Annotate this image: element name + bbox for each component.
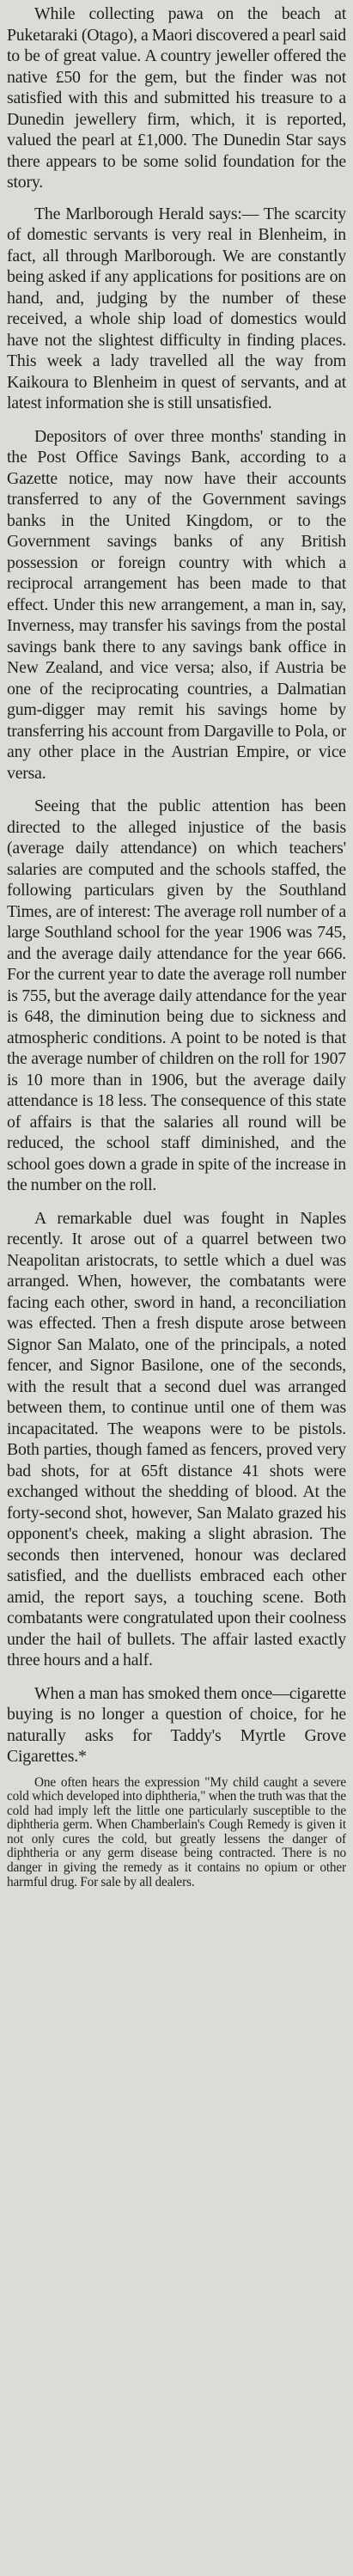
article-savings-bank-transfers: Depositors of over three months' standing in the Post Office Savings Bank, according to a Gazette notice, may now have their accounts transferred to any of the Government savings banks in the United Kingdom, or to the Government savings banks of any British possession or foreign country with which a reciprocal arrangement has been made to that effect. Under this new arrangement, a man in, say, Inverness, may transfer his savings from the postal savings bank there to any savings bank office in New Zealand, and vice versa; also, if Austria be one of the reciprocating countries, a Dalmatian gum-digger may remit his savings home by transferring his account from Dargaville to Pola, or any other place in the Austrian Empire, or vice versa. (7, 426, 346, 783)
article-school-attendance: Seeing that the public attention has been directed to the alleged injustice of the basis (average daily attendance) on which teachers' salaries are computed and the schools staffed, the following particulars given by the Southland Times, are of interest: The average roll number of a large Southland school for the year 1906 was 745, and the average daily attendance for the year 666. For the current year to date the average roll number is 755, but the average daily attendance for the year is 648, the diminution being due to sickness and atmospheric conditions. A point to be noted is that the average number of children on the roll for 1907 is 10 more than in 1906, but the average daily attendance is 18 less. The consequence of this state of affairs is that the salaries all round will be reduced, the school staff diminished, and the school goes down a grade in spite of the increase in the number on the roll. (7, 797, 346, 1194)
advertisement-cough-remedy: One often hears the expression "My child caught a severe cold which developed into diphtheria," when the truth was that the cold had imply left the little one particularly susceptible to the diphtheria germ. When Chamberlain's Cough Remedy is given it not only cures the cold, but greatly lessens the danger of diphtheria or any germ disease being contracted. There is no danger in giving the remedy as it contains no opium or other harmful drug. For sale by all dealers. (7, 1774, 346, 1889)
advertisement-cigarettes: When a man has smoked them once—cigarette buying is no longer a question of choice, for he naturally asks for Taddy's Myrtle Grove Cigarettes.* (7, 1683, 346, 1766)
article-pearl-discovery: While collecting pawa on the beach at Puketaraki (Otago), a Maori discovered a pearl said to be of great value. A country jeweller offered the native £50 for the gem, but the finder was not satisfied with this and submitted his treasure to a Dunedin jewellery firm, which, it is reported, valued the pearl at £1,000. The Dunedin Star says there appears to be some solid foundation for the story. (7, 4, 346, 192)
article-naples-duel: A remarkable duel was fought in Naples recently. It arose out of a quarrel between two Neapolitan aristocrats, to settle which a duel was arranged. When, however, the combatants were facing each other, sword in hand, a reconciliation was effected. Then a fresh dispute arose between Signor San Malato, one of the principals, a noted fencer, and Signor Basilone, one of the seconds, with the result that a second duel was arranged between them, to continue until one of them was incapacitated. The weapons were to be pistols. Both parties, though famed as fencers, proved very bad shots, for at 65ft distance 41 shots were exchanged without the shedding of blood. At the forty-second shot, however, San Malato grazed his opponent's cheek, making a slight abrasion. The seconds then intervened, honour was declared satisfied, and the duellists embraced each other amid, the report says, a touching scene. Both combatants were congratulated upon their coolness under the hail of bullets. The affair lasted exactly three hours and a half. (7, 1208, 346, 1670)
article-domestic-servants: The Marlborough Herald says:— The scarcity of domestic servants is very real in Blenheim, in fact, all through Marlborough. We are constantly being asked if any applications for positions are on hand, and, judging by the number of these received, a whole ship load of domestics would have not the slightest difficulty in finding places. This week a lady travelled all the way from Kaikoura to Blenheim in quest of servants, and at latest information she is still unsatisfied. (7, 204, 346, 412)
